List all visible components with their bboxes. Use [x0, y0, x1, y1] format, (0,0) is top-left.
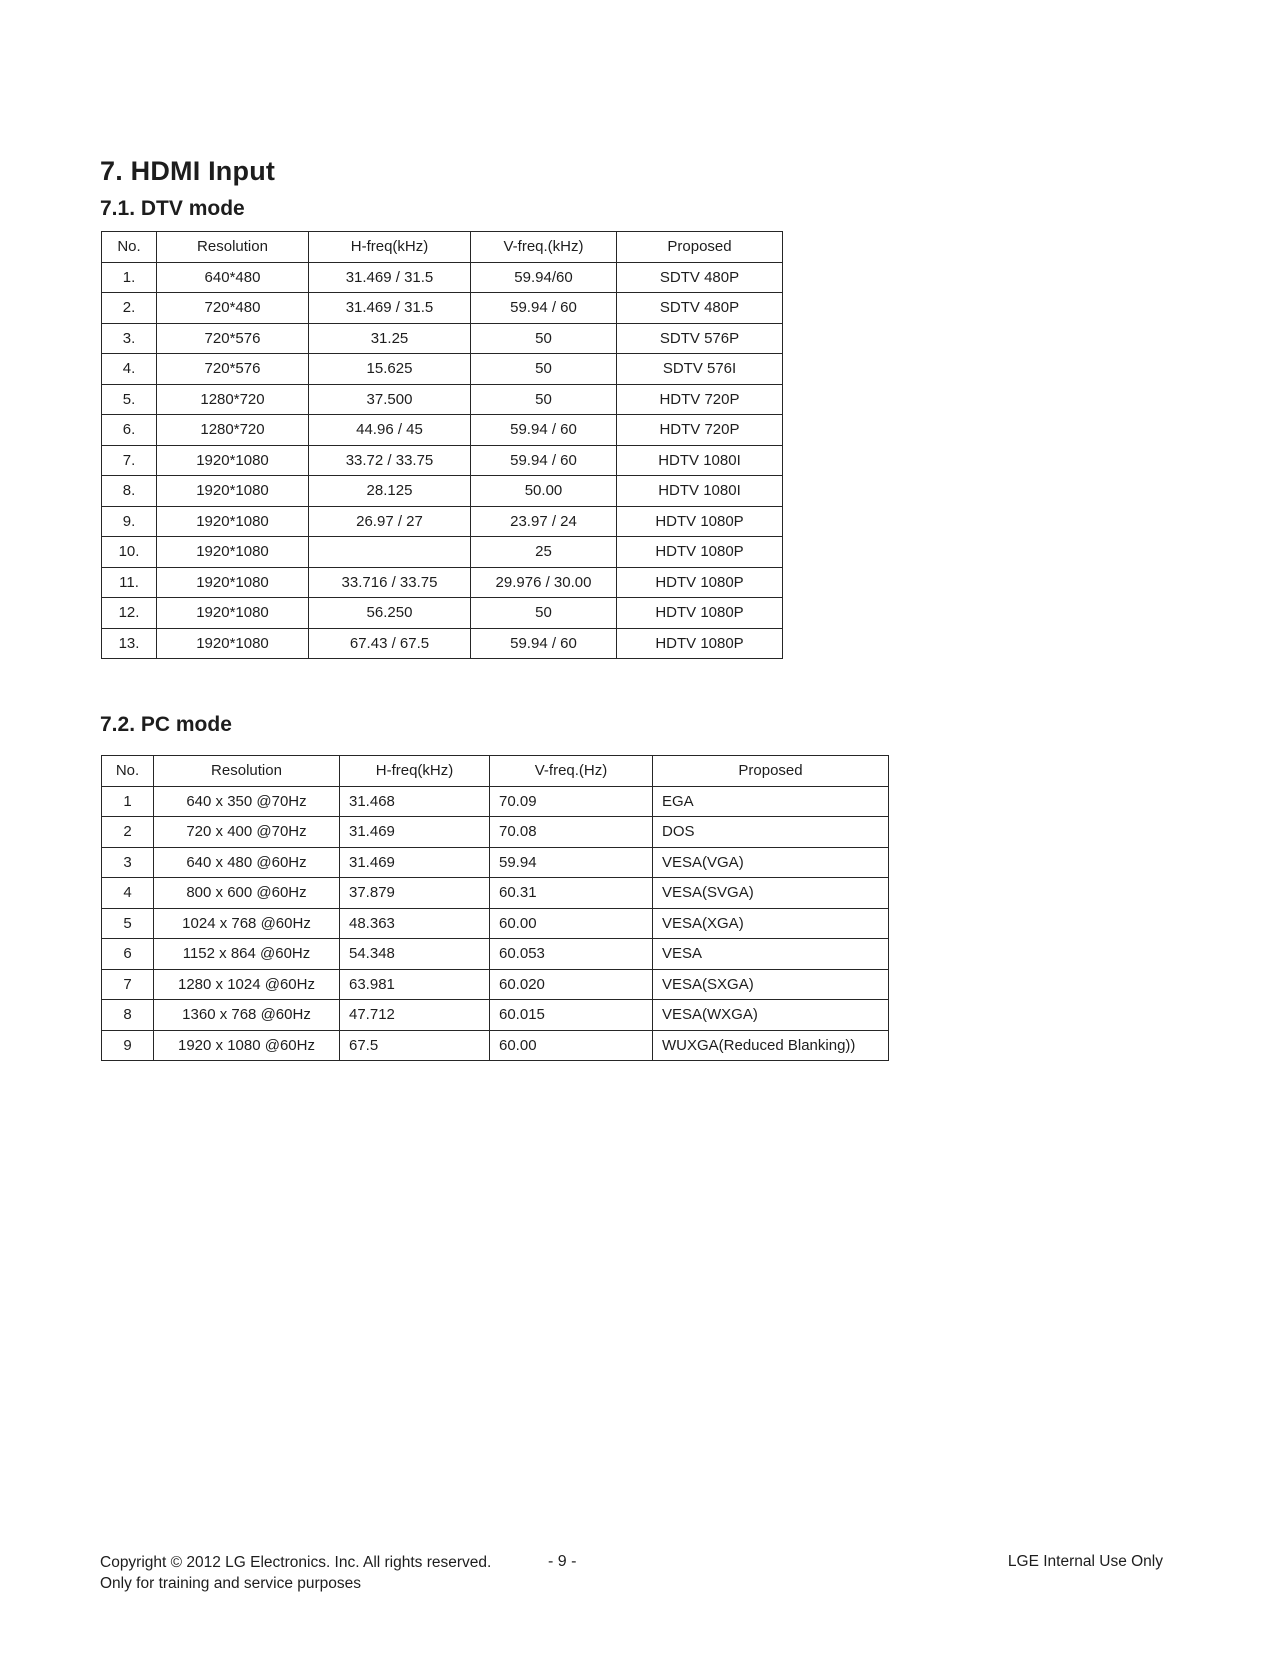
section-heading-pc-mode: 7.2. PC mode — [100, 713, 232, 736]
table-cell: DOS — [653, 817, 889, 848]
dtv-mode-table — [101, 231, 783, 659]
table-cell: 640 x 480 @60Hz — [154, 847, 340, 878]
table-cell: 4 — [102, 878, 154, 909]
table-cell: 1 — [102, 786, 154, 817]
table-cell: 2. — [102, 293, 157, 324]
table-cell: 6. — [102, 415, 157, 446]
table-cell: 47.712 — [340, 1000, 490, 1031]
table-cell: 50 — [471, 354, 617, 385]
column-header: Proposed — [653, 756, 889, 787]
table-cell: 37.500 — [309, 384, 471, 415]
table-cell: 50 — [471, 323, 617, 354]
table-cell: 63.981 — [340, 969, 490, 1000]
table-cell: 59.94 / 60 — [471, 445, 617, 476]
column-header: Resolution — [154, 756, 340, 787]
table-row — [102, 628, 783, 659]
table-cell: 1280*720 — [157, 415, 309, 446]
table-cell: 1920*1080 — [157, 506, 309, 537]
table-cell: 1920*1080 — [157, 628, 309, 659]
table-cell: 31.25 — [309, 323, 471, 354]
table-cell: 5. — [102, 384, 157, 415]
table-row — [102, 878, 889, 909]
table-cell: 3. — [102, 323, 157, 354]
footer-copyright-line1: Copyright © 2012 LG Electronics. Inc. All rights reserved. — [100, 1554, 492, 1571]
table-cell: 1. — [102, 262, 157, 293]
table-cell: 7. — [102, 445, 157, 476]
column-header: No. — [102, 232, 157, 263]
table-cell: VESA(VGA) — [653, 847, 889, 878]
table-cell: 720*480 — [157, 293, 309, 324]
footer-copyright — [100, 1552, 491, 1594]
table-cell: 60.00 — [490, 908, 653, 939]
table-row — [102, 817, 889, 848]
table-cell: 70.09 — [490, 786, 653, 817]
table-cell: 59.94 — [490, 847, 653, 878]
table-cell: HDTV 720P — [617, 415, 783, 446]
table-cell: 31.469 — [340, 847, 490, 878]
page-number: - 9 - — [548, 1553, 577, 1570]
table-cell: 29.976 / 30.00 — [471, 567, 617, 598]
column-header: Resolution — [157, 232, 309, 263]
table-row — [102, 939, 889, 970]
table-row — [102, 506, 783, 537]
column-header: H-freq(kHz) — [340, 756, 490, 787]
table-cell: HDTV 1080P — [617, 537, 783, 568]
table-cell: WUXGA(Reduced Blanking)) — [653, 1030, 889, 1061]
column-header: H-freq(kHz) — [309, 232, 471, 263]
table-cell: 720*576 — [157, 354, 309, 385]
table-cell: 8 — [102, 1000, 154, 1031]
table-header-row — [102, 232, 783, 263]
table-cell — [309, 537, 471, 568]
table-row — [102, 262, 783, 293]
column-header: Proposed — [617, 232, 783, 263]
table-cell: 1920*1080 — [157, 537, 309, 568]
table-header-row — [102, 756, 889, 787]
table-cell: 25 — [471, 537, 617, 568]
table-cell: 1920 x 1080 @60Hz — [154, 1030, 340, 1061]
column-header: No. — [102, 756, 154, 787]
table-cell: 7 — [102, 969, 154, 1000]
table-cell: 31.469 / 31.5 — [309, 293, 471, 324]
column-header: V-freq.(Hz) — [490, 756, 653, 787]
table-cell: 1360 x 768 @60Hz — [154, 1000, 340, 1031]
table-cell: VESA(WXGA) — [653, 1000, 889, 1031]
table-cell: 720 x 400 @70Hz — [154, 817, 340, 848]
table-cell: 60.020 — [490, 969, 653, 1000]
footer-copyright-line2: Only for training and service purposes — [100, 1575, 362, 1592]
table-cell: 1920*1080 — [157, 567, 309, 598]
table-cell: 4. — [102, 354, 157, 385]
table-cell: 67.43 / 67.5 — [309, 628, 471, 659]
table-cell: 5 — [102, 908, 154, 939]
table-cell: HDTV 1080P — [617, 567, 783, 598]
table-cell: 11. — [102, 567, 157, 598]
table-cell: 640 x 350 @70Hz — [154, 786, 340, 817]
table-cell: HDTV 1080I — [617, 476, 783, 507]
table-row — [102, 908, 889, 939]
column-header: V-freq.(kHz) — [471, 232, 617, 263]
table-row — [102, 847, 889, 878]
pc-mode-table — [101, 755, 889, 1061]
page-title: 7. HDMI Input — [100, 156, 276, 186]
table-row — [102, 1000, 889, 1031]
table-row — [102, 537, 783, 568]
table-cell: 800 x 600 @60Hz — [154, 878, 340, 909]
table-row — [102, 384, 783, 415]
table-cell: 44.96 / 45 — [309, 415, 471, 446]
table-cell: SDTV 576P — [617, 323, 783, 354]
table-cell: SDTV 576I — [617, 354, 783, 385]
table-cell: 59.94 / 60 — [471, 293, 617, 324]
table-cell: VESA(SXGA) — [653, 969, 889, 1000]
table-cell: 48.363 — [340, 908, 490, 939]
table-cell: 59.94 / 60 — [471, 415, 617, 446]
table-cell: 720*576 — [157, 323, 309, 354]
table-cell: HDTV 720P — [617, 384, 783, 415]
table-row — [102, 476, 783, 507]
table-cell: SDTV 480P — [617, 293, 783, 324]
table-cell: 1024 x 768 @60Hz — [154, 908, 340, 939]
table-cell: 33.72 / 33.75 — [309, 445, 471, 476]
table-cell: HDTV 1080I — [617, 445, 783, 476]
table-cell: 26.97 / 27 — [309, 506, 471, 537]
table-cell: 60.31 — [490, 878, 653, 909]
footer-internal-use-note: LGE Internal Use Only — [1007, 1553, 1163, 1570]
table-cell: 3 — [102, 847, 154, 878]
table-cell: 12. — [102, 598, 157, 629]
table-cell: 59.94 / 60 — [471, 628, 617, 659]
table-cell: 6 — [102, 939, 154, 970]
table-cell: 9. — [102, 506, 157, 537]
table-row — [102, 415, 783, 446]
table-cell: 60.053 — [490, 939, 653, 970]
table-row — [102, 786, 889, 817]
table-row — [102, 1030, 889, 1061]
table-cell: 60.015 — [490, 1000, 653, 1031]
table-cell: 50 — [471, 598, 617, 629]
section-heading-dtv-mode: 7.1. DTV mode — [100, 197, 245, 220]
table-cell: 1920*1080 — [157, 445, 309, 476]
table-cell: 31.469 — [340, 817, 490, 848]
table-cell: 31.469 / 31.5 — [309, 262, 471, 293]
table-cell: 9 — [102, 1030, 154, 1061]
table-cell: VESA(SVGA) — [653, 878, 889, 909]
table-row — [102, 293, 783, 324]
table-cell: 13. — [102, 628, 157, 659]
table-cell: HDTV 1080P — [617, 598, 783, 629]
table-cell: 1280*720 — [157, 384, 309, 415]
table-cell: HDTV 1080P — [617, 628, 783, 659]
table-cell: VESA(XGA) — [653, 908, 889, 939]
table-cell: 28.125 — [309, 476, 471, 507]
table-cell: 1152 x 864 @60Hz — [154, 939, 340, 970]
table-cell: 37.879 — [340, 878, 490, 909]
table-cell: 1280 x 1024 @60Hz — [154, 969, 340, 1000]
table-cell: 10. — [102, 537, 157, 568]
table-row — [102, 567, 783, 598]
table-cell: 2 — [102, 817, 154, 848]
table-cell: SDTV 480P — [617, 262, 783, 293]
table-row — [102, 969, 889, 1000]
table-cell: 54.348 — [340, 939, 490, 970]
table-cell: 56.250 — [309, 598, 471, 629]
table-cell: 70.08 — [490, 817, 653, 848]
table-cell: 23.97 / 24 — [471, 506, 617, 537]
table-cell: 640*480 — [157, 262, 309, 293]
table-cell: 60.00 — [490, 1030, 653, 1061]
table-cell: 50 — [471, 384, 617, 415]
table-cell: HDTV 1080P — [617, 506, 783, 537]
table-row — [102, 354, 783, 385]
table-cell: 67.5 — [340, 1030, 490, 1061]
table-cell: 59.94/60 — [471, 262, 617, 293]
table-cell: 1920*1080 — [157, 598, 309, 629]
table-cell: VESA — [653, 939, 889, 970]
table-cell: 1920*1080 — [157, 476, 309, 507]
table-row — [102, 598, 783, 629]
table-row — [102, 323, 783, 354]
table-cell: 8. — [102, 476, 157, 507]
table-cell: 31.468 — [340, 786, 490, 817]
table-cell: EGA — [653, 786, 889, 817]
table-cell: 50.00 — [471, 476, 617, 507]
table-row — [102, 445, 783, 476]
table-cell: 33.716 / 33.75 — [309, 567, 471, 598]
table-cell: 15.625 — [309, 354, 471, 385]
